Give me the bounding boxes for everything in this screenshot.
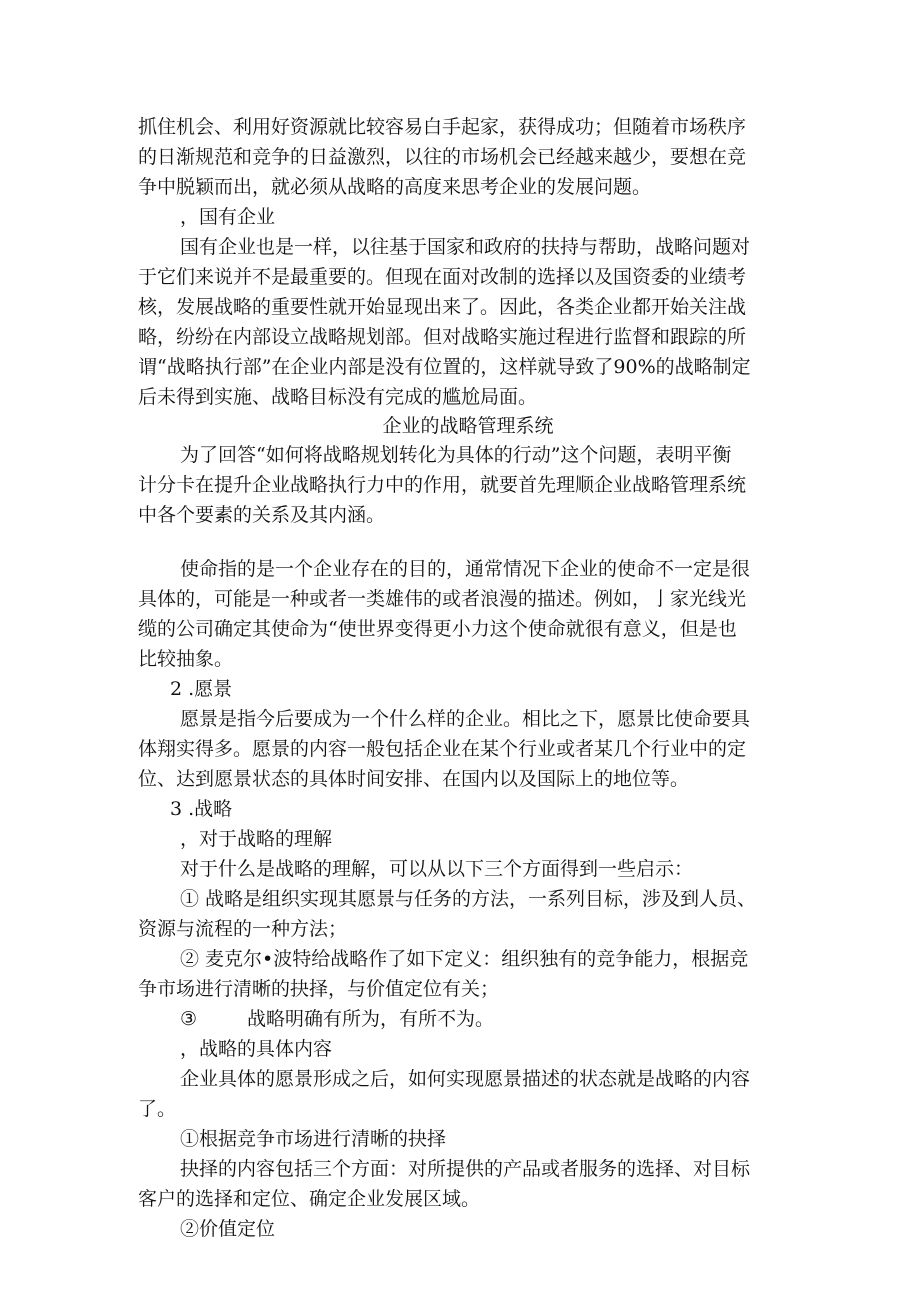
subsection-heading: ，战略的具体内容 (180, 1038, 333, 1060)
section-heading: ，国有企业 (180, 206, 276, 228)
paragraph-line: 具体的，可能是一种或者一类雄伟的或者浪漫的描述。例如，亅家光线光 (138, 588, 747, 610)
paragraph-line: 抓住机会、利用好资源就比较容易白手起家，获得成功；但随着市场秩序 (138, 116, 747, 138)
paragraph-line: 客户的选择和定位、确定企业发展区域。 (138, 1188, 481, 1210)
paragraph-line: 体翔实得多。愿景的内容一般包括企业在某个行业或者某几个行业中的定 (138, 738, 747, 760)
section-heading: 3 .战略 (170, 798, 233, 820)
list-item-text: 战略明确有所为，有所不为。 (247, 1008, 495, 1030)
paragraph-line: 企业具体的愿景形成之后，如何实现愿景描述的状态就是战略的内容 (180, 1068, 751, 1090)
list-item-continuation: 资源与流程的一种方法； (138, 918, 348, 940)
paragraph-line: 计分卡在提升企业战略执行力中的作用，就要首先理顺企业战略管理系统 (138, 474, 747, 496)
subsection-heading: ，对于战略的理解 (180, 828, 333, 850)
paragraph-line: 略，纷纷在内部设立战略规划部。但对战略实施过程进行监督和跟踪的所 (138, 326, 747, 348)
paragraph-line: 抉择的内容包括三个方面：对所提供的产品或者服务的选择、对目标 (180, 1158, 751, 1180)
section-heading: 2 .愿景 (170, 678, 233, 700)
list-item: ① 战略是组织实现其愿景与任务的方法，一系列目标，涉及到人员、 (180, 888, 757, 910)
paragraph-line: 愿景是指今后要成为一个什么样的企业。相比之下，愿景比使命要具 (180, 708, 751, 730)
paragraph-line: 位、达到愿景状态的具体时间安排、在国内以及国际上的地位等。 (138, 768, 690, 790)
list-item (180, 1004, 800, 1034)
paragraph-line: 谓“战略执行部”在企业内部是没有位置的，这样就导致了90%的战略制定 (138, 356, 751, 378)
paragraph-line: 国有企业也是一样，以往基于国家和政府的扶持与帮助，战略问题对 (180, 236, 751, 258)
list-marker: ③ (180, 1008, 198, 1030)
paragraph-line: 对于什么是战略的理解，可以从以下三个方面得到一些启示： (180, 858, 694, 880)
paragraph-line: 于它们来说并不是最重要的。但现在面对改制的选择以及国资委的业绩考 (138, 266, 747, 288)
paragraph-line: 后未得到实施、战略目标没有完成的尴尬局面。 (138, 386, 538, 408)
paragraph-line: 的日渐规范和竞争的日益激烈，以往的市场机会已经越来越少，要想在竞 (138, 146, 747, 168)
subsection-heading: ①根据竞争市场进行清晰的抉择 (180, 1128, 447, 1150)
list-item: ② 麦克尔•波特给战略作了如下定义：组织独有的竞争能力，根据竞 (180, 948, 749, 970)
paragraph-line: 核，发展战略的重要性就开始显现出来了。因此，各类企业都开始关注战 (138, 296, 747, 318)
paragraph-line: 中各个要素的关系及其内涵。 (138, 504, 386, 526)
paragraph-line: 比较抽象。 (138, 648, 234, 670)
subsection-heading: ②价值定位 (180, 1218, 276, 1240)
paragraph-line: 为了回答“如何将战略规划转化为具体的行动”这个问题，表明平衡 (180, 444, 732, 466)
list-item-continuation: 争市场进行清晰的抉择，与价值定位有关； (138, 978, 500, 1000)
paragraph-line: 了。 (138, 1098, 177, 1120)
section-title: 企业的战略管理系统 (382, 415, 554, 437)
paragraph-line: 争中脱颖而出，就必须从战略的高度来思考企业的发展问题。 (138, 176, 652, 198)
paragraph-line: 缆的公司确定其使命为“使世界变得更小力这个使命就很有意义，但是也 (138, 618, 737, 640)
paragraph-line: 使命指的是一个企业存在的目的，通常情况下企业的使命不一定是很 (180, 558, 751, 580)
